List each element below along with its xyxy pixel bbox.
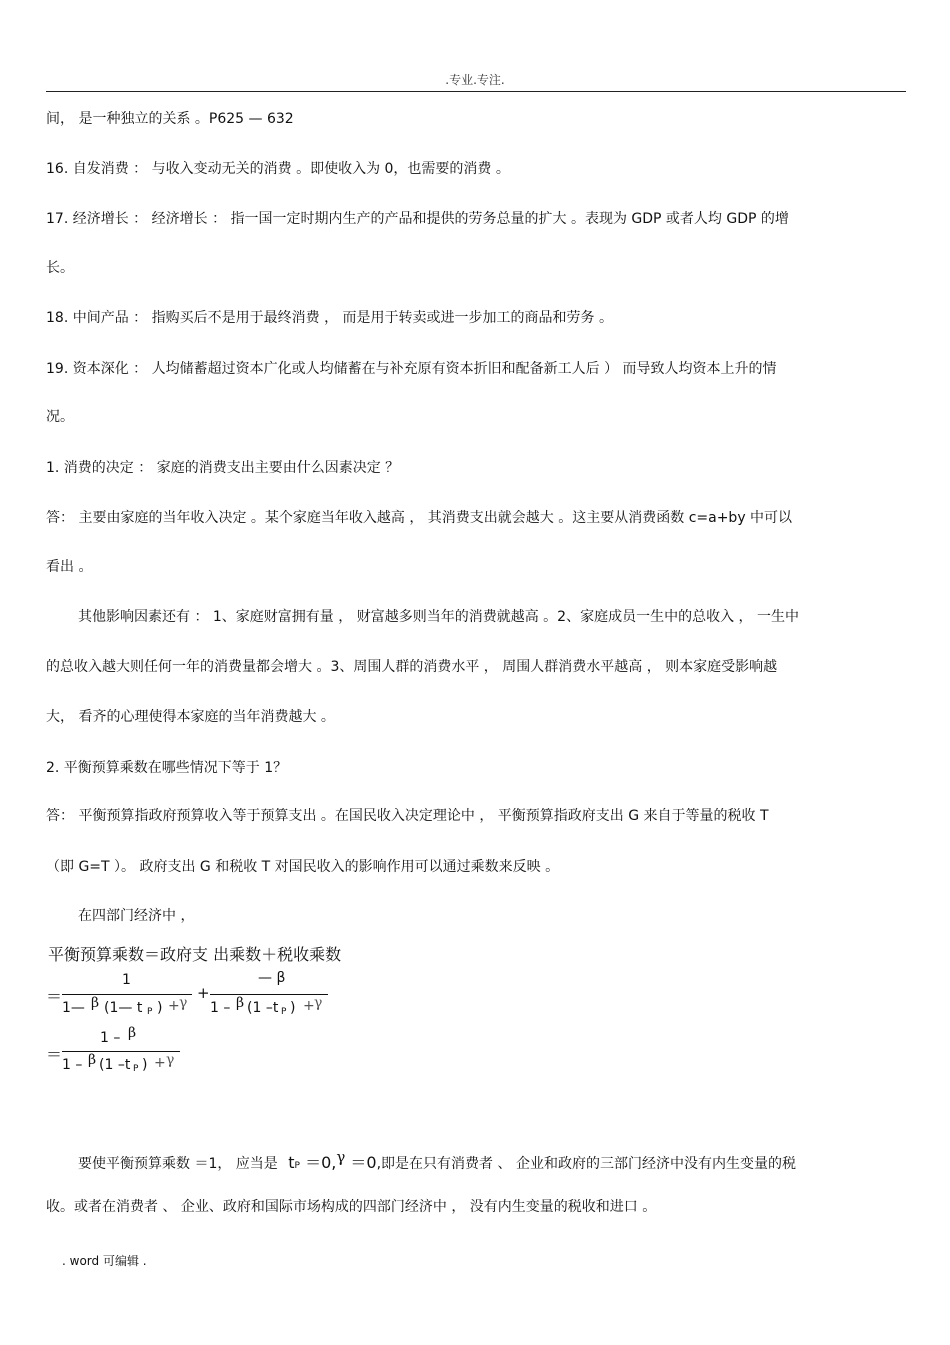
- conclusion-text: ,即是在只有消费者 、 企业和政府的三部门经济中没有内生变量的税: [376, 1156, 796, 1172]
- denominator-part: (1 –t: [247, 1000, 279, 1016]
- gamma-symbol: γ: [179, 995, 188, 1011]
- page-header: .专业.专注.: [445, 73, 505, 87]
- subscript: P: [294, 1161, 300, 1171]
- numerator: 1 –: [100, 1030, 121, 1046]
- beta-symbol: β: [236, 995, 245, 1011]
- page-footer: . word 可编辑 .: [62, 1254, 147, 1268]
- conclusion-line: [78, 1148, 796, 1173]
- term-18: 18. 中间产品 ： 指购买后不是用于最终消费 ， 而是用于转卖或进一步加工的商品和劳务 。: [46, 310, 613, 326]
- text-line: 其他影响因素还有 ： 1、家庭财富拥有量 ， 财富越多则当年的消费就越高 。2、家庭成员一生中的总收入 ， 一生中: [78, 609, 799, 625]
- answer-1: 答： 主要由家庭的当年收入决定 。某个家庭当年收入越高 ， 其消费支出就会越大 。这主要从消费函数 c=a+by 中可以: [46, 510, 793, 526]
- denominator-part: ): [290, 1000, 296, 1016]
- term-16: 16. 自发消费 ： 与收入变动无关的消费 。即使收入为 0，也需要的消费 。: [46, 161, 510, 177]
- fraction-tax-multiplier: [210, 970, 328, 1020]
- denominator-part: ): [157, 1000, 163, 1016]
- text-line: 间， 是一种独立的关系 。P625 — 632: [46, 111, 294, 127]
- text-line: 长。: [46, 260, 74, 276]
- denominator: 1—: [62, 1000, 85, 1016]
- subscript: P: [147, 1007, 153, 1017]
- question-2: 2. 平衡预算乘数在哪些情况下等于 1？: [46, 760, 288, 776]
- equals-sign: ＝: [46, 987, 63, 1006]
- denominator-part: (1— t: [104, 1000, 143, 1016]
- term-17: 17. 经济增长 ： 经济增长 ： 指一国一定时期内生产的产品和提供的劳务总量的扩大 。表现为 GDP 或者人均 GDP 的增: [46, 211, 789, 227]
- fraction-government-multiplier: [62, 970, 192, 1020]
- tp-symbol: t: [288, 1153, 295, 1172]
- gamma-symbol: γ: [314, 995, 323, 1011]
- term-19: 19. 资本深化 ： 人均储蓄超过资本广化或人均储蓄在与补充原有资本折旧和配备新工人后 ） 而导致人均资本上升的情: [46, 361, 777, 377]
- beta-symbol: β: [128, 1025, 137, 1041]
- fraction-bar: [62, 1051, 180, 1052]
- denominator: 1 –: [210, 1000, 231, 1016]
- equation-part: ＝0,: [299, 1153, 337, 1172]
- denominator-part: (1 –t: [99, 1057, 131, 1073]
- text-line: 大， 看齐的心理使得本家庭的当年消费越大 。: [46, 709, 335, 725]
- equals-sign: ＝: [46, 1045, 63, 1064]
- question-1: 1. 消费的决定 ： 家庭的消费支出主要由什么因素决定 ？: [46, 460, 400, 476]
- gamma-symbol: γ: [166, 1052, 175, 1068]
- text-line: （即 G=T ）。 政府支出 G 和税收 T 对国民收入的影响作用可以通过乘数来反映 。: [46, 859, 560, 875]
- conclusion-text: 要使平衡预算乘数 ＝1， 应当是: [78, 1156, 278, 1172]
- answer-2: 答： 平衡预算指政府预算收入等于预算支出 。在国民收入决定理论中 ， 平衡预算指政府支出 G 来自于等量的税收 T: [46, 808, 769, 824]
- subscript: P: [281, 1007, 287, 1017]
- conclusion-line-2: 收。或者在消费者 、 企业、政府和国际市场构成的四部门经济中 ， 没有内生变量的税收和进口 。: [46, 1199, 657, 1215]
- plus-sign: +: [154, 1055, 166, 1071]
- text-line: 况。: [46, 409, 74, 425]
- plus-sign: +: [197, 984, 210, 1002]
- fraction-bar: [210, 994, 328, 995]
- subscript: P: [133, 1064, 139, 1074]
- numerator: 1: [122, 972, 131, 988]
- text-line: 看出 。: [46, 559, 93, 575]
- denominator-part: ): [142, 1057, 148, 1073]
- plus-sign: +: [168, 998, 180, 1014]
- plus-sign: +: [303, 998, 315, 1014]
- header-divider: [46, 91, 906, 92]
- denominator: 1 –: [62, 1057, 83, 1073]
- gamma-symbol: γ: [336, 1148, 346, 1166]
- text-line: 的总收入越大则任何一年的消费量都会增大 。3、周围人群的消费水平 ， 周围人群消费水平越高 ， 则本家庭受影响越: [46, 659, 778, 675]
- beta-symbol: β: [88, 1052, 97, 1068]
- numerator: — β: [258, 970, 286, 986]
- fraction-bar: [62, 994, 192, 995]
- equation-part: ＝0: [345, 1153, 377, 1172]
- text-line: 在四部门经济中 ，: [78, 908, 195, 924]
- beta-symbol: β: [91, 995, 100, 1011]
- fraction-result: [62, 1027, 180, 1077]
- formula-heading: 平衡预算乘数＝政府支 出乘数＋税收乘数: [48, 945, 342, 964]
